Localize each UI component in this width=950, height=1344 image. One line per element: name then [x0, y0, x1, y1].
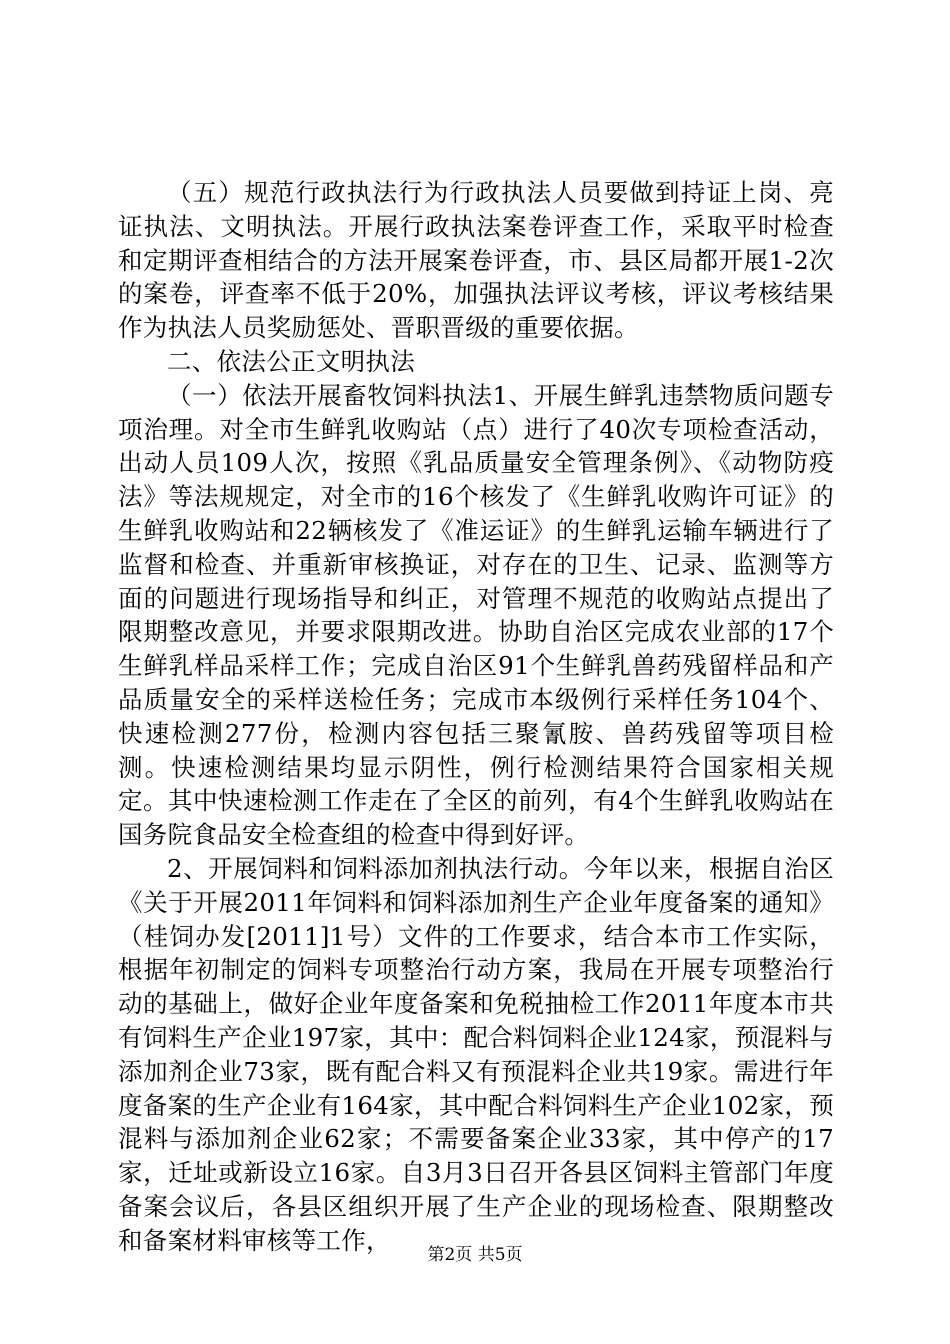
paragraph-regulate-enforcement: （五）规范行政执法行为行政执法人员要做到持证上岗、亮证执法、文明执法。开展行政执法案卷评查工作，采取平时检查和定期评查相结合的方法开展案卷评查，市、县区局都开展1-2次的案卷，评查率不低于20%，加强执法评议考核，评议考核结果作为执法人员奖励惩处、晋职晋级的重要依据。 [118, 178, 834, 343]
paragraph-livestock-feed-enforcement: （一）依法开展畜牧饲料执法1、开展生鲜乳违禁物质问题专项治理。对全市生鲜乳收购站（点）进行了40次专项检查活动，出动人员109人次，按照《乳品质量安全管理条例》、《动物防疫法》等法规规定，对全市的16个核发了《生鲜乳收购许可证》的生鲜乳收购站和22辆核发了《准运证》的生鲜乳运输车辆进行了监督和检查、并重新审核换证，对存在的卫生、记录、监测等方面的问题进行现场指导和纠正，对管理不规范的收购站点提出了限期整改意见，并要求限期改进。协助自治区完成农业部的17个生鲜乳样品采样工作；完成自治区91个生鲜乳兽药残留样品和产品质量安全的采样送检任务；完成市本级例行采样任务104个、快速检测277份，检测内容包括三聚氰胺、兽药残留等项目检测。快速检测结果均显示阴性，例行检测结果符合国家相关规定。其中快速检测工作走在了全区的前列，有4个生鲜乳收购站在国务院食品安全检查组的检查中得到好评。 [118, 380, 834, 850]
page-number-footer: 第2页 共5页 [427, 1245, 523, 1265]
paragraph-feed-additive-action: 2、开展饲料和饲料添加剂执法行动。今年以来，根据自治区《关于开展2011年饲料和饲料添加剂生产企业年度备案的通知》（桂饲办发[2011]1号）文件的工作要求，结合本市工作实际，根据年初制定的饲料专项整治行动方案，我局在开展专项整治行动的基础上，做好企业年度备案和免税抽检工作2011年度本市共有饲料生产企业197家，其中：配合料饲料企业124家，预混料与添加剂企业73家，既有配合料又有预混料企业共19家。需进行年度备案的生产企业有164家，其中配合料饲料生产企业102家，预混料与添加剂企业62家；不需要备案企业33家，其中停产的17家，迁址或新设立16家。自3月3日召开各县区饲料主管部门年度备案会议后，各县区组织开展了生产企业的现场检查、限期整改和备案材料审核等工作， [118, 853, 834, 1255]
document-body [118, 176, 834, 1258]
section-heading-fair-enforcement: 二、依法公正文明执法 [167, 346, 415, 376]
